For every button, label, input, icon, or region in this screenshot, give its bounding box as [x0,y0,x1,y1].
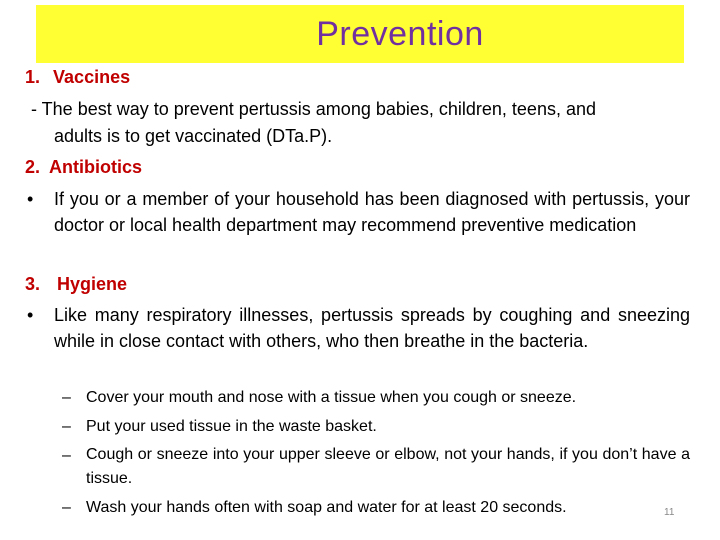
section-2-heading [25,155,142,179]
section-1-title: Vaccines [53,67,131,87]
slide-title: Prevention [316,14,484,53]
section-3-bullet: • [27,305,34,325]
section-3-text: Like many respiratory illnesses, pertussis spreads by coughing and sneezing while in close contact with others, who then breathe in the bacteria. [54,305,690,351]
sub-item-1: Cover your mouth and nose with a tissue when you cough or sneeze. [86,389,577,406]
section-2-title: Antibiotics [49,157,143,177]
section-1-heading [25,65,130,89]
sub-item-2-dash: – [62,418,71,435]
sub-item-3: Cough or sneeze into your upper sleeve or elbow, not your hands, if you don’t have a tissue. [86,446,690,487]
section-3-number: 3. [25,274,41,294]
sub-item-4-dash: – [62,499,71,516]
sub-item-4: Wash your hands often with soap and water for at least 20 seconds. [86,499,567,516]
section-2-bullet: • [27,189,34,209]
section-3-heading [25,272,127,296]
section-1-number: 1. [25,67,41,87]
sub-item-2: Put your used tissue in the waste basket. [86,418,377,435]
page-number: 11 [664,507,675,518]
sub-item-1-dash: – [62,389,71,406]
section-1-text-line-1: - The best way to prevent pertussis among babies, children, teens, and [31,99,596,119]
section-3-title: Hygiene [57,274,128,294]
sub-item-3-dash: – [62,447,71,464]
section-2-text: If you or a member of your household has been diagnosed with pertussis, your doctor or local health department may recommend preventive medication [54,189,690,235]
section-2-number: 2. [25,157,41,177]
section-1-text-line-2: adults is to get vaccinated (DTa.P). [54,126,333,146]
title-bar [36,5,684,63]
